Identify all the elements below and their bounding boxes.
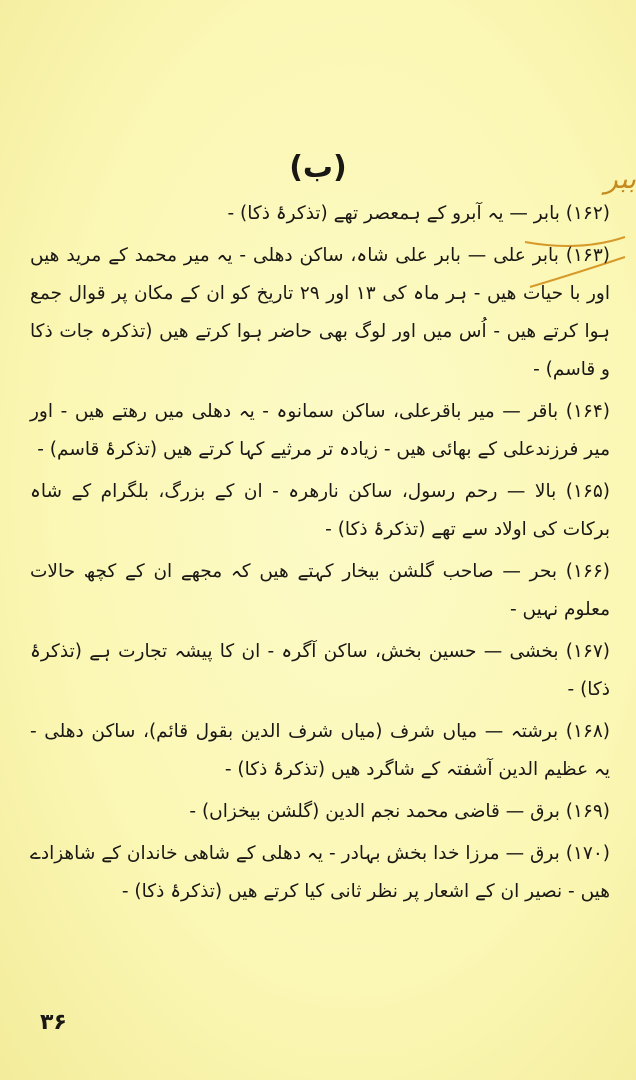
entry-list: [30, 195, 610, 915]
entry-169: (۱۶۹) برق — قاضی محمد نجم الدین (گلشن بیخزاں) -: [189, 801, 610, 822]
entry-168: (۱۶۸) برشتہ — میاں شرف (میاں شرف الدین بقول قائم)، ساکن دھلی - یہ عظیم الدین آشفتہ کے شاگرد ھیں (تذکرۂ ذکا) -: [30, 721, 610, 780]
section-heading: (ب): [289, 150, 347, 185]
page-number: ۳۶: [40, 1010, 67, 1035]
handwritten-margin-note: ببر: [604, 162, 636, 195]
entry-165: (۱۶۵) بالا — رحم رسول، ساکن نارھرہ - ان کے بزرگ، بلگرام کے شاہ برکات کی اولاد سے تھے (تذکرۂ ذکا) -: [30, 481, 610, 540]
entry-164: (۱۶۴) باقر — میر باقرعلی، ساکن سمانوہ - یہ دھلی میں رھتے ھیں - اور میر فرزندعلی کے بھائی ھیں - زیادہ تر مرثیے کہا کرتے ھیں (تذکرۂ قاسم) -: [30, 401, 610, 460]
entry-170: (۱۷۰) برق — مرزا خدا بخش بہادر - یہ دھلی کے شاھی خاندان کے شاھزادے ھیں - نصیر ان کے اشعار پر نظر ثانی کیا کرتے ھیں (تذکرۂ ذکا) -: [30, 843, 610, 902]
entry-166: (۱۶۶) بحر — صاحب گلشن بیخار کہتے ھیں کہ مجھے ان کے کچھ حالات معلوم نہیں -: [30, 561, 610, 620]
entry-162: (۱۶۲) بابر — یہ آبرو کے ہمعصر تھے (تذکرۂ ذکا) -: [227, 203, 610, 224]
entry-167: (۱۶۷) بخشی — حسین بخش، ساکن آگرہ - ان کا پیشہ تجارت ہے (تذکرۂ ذکا) -: [30, 641, 610, 700]
entry-163: (۱۶۳) بابر علی — بابر علی شاہ، ساکن دھلی - یہ میر محمد کے مرید ھیں اور با حیات ھیں - ہر ماہ کی ۱۳ اور ۲۹ تاریخ کو ان کے مکان پر قوال جمع ہوا کرتے ھیں - اُس میں اور لوگ بھی حاضر ہوا کرتے ھیں (تذکرہ جات ذکا و قاسم) -: [30, 245, 610, 380]
